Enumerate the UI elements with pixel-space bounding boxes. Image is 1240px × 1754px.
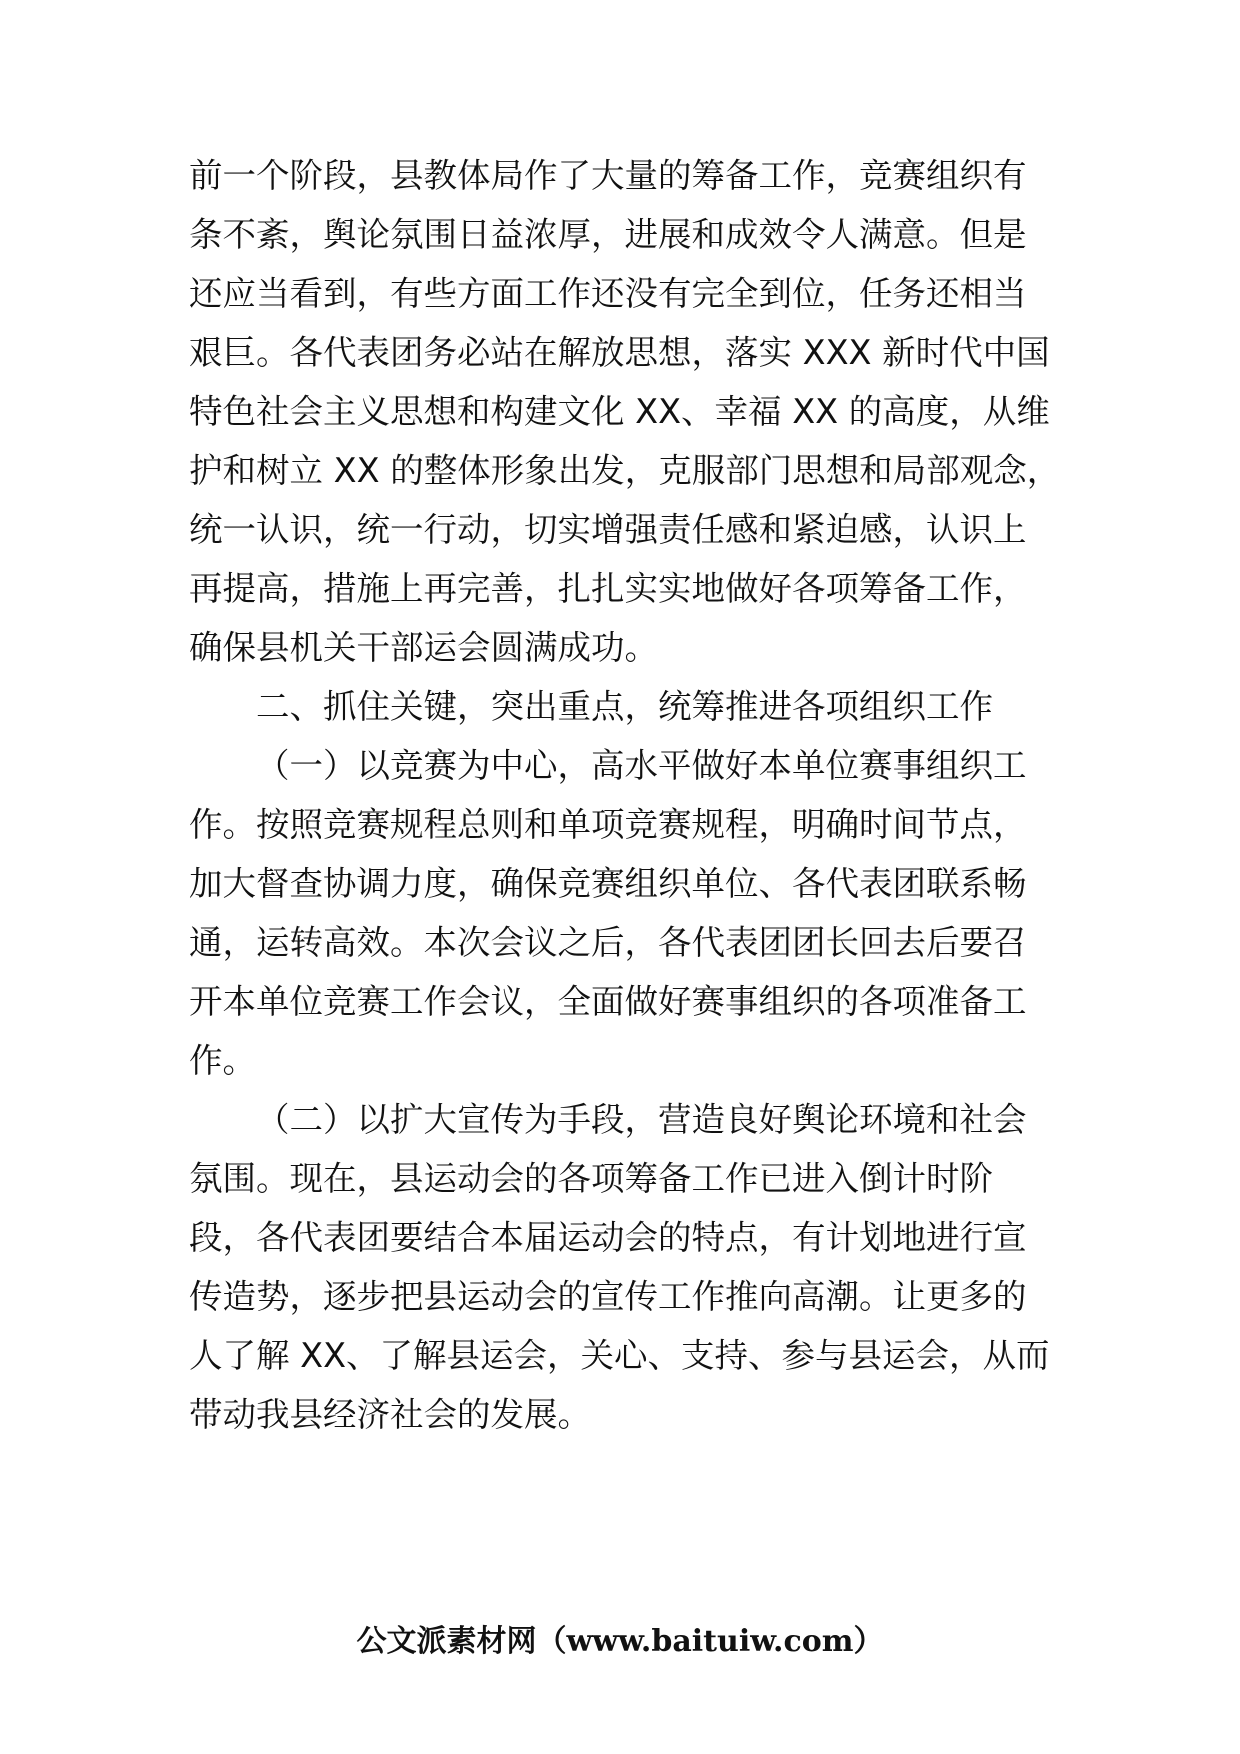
paragraph-2-line-2: 作。按照竞赛规程总则和单项竞赛规程，明确时间节点， xyxy=(189,805,1027,844)
paragraph-1-line-4: 艰巨。各代表团务必站在解放思想，落实 XXX 新时代中国 xyxy=(189,333,1050,372)
paragraph-1-line-6: 护和树立 XX 的整体形象出发，克服部门思想和局部观念， xyxy=(189,451,1061,490)
paragraph-3-line-3: 段，各代表团要结合本届运动会的特点，有计划地进行宣 xyxy=(189,1218,1027,1257)
paragraph-2-line-6: 作。 xyxy=(189,1041,256,1080)
footer-source: 公文派素材网（www.baituiw.com） xyxy=(356,1624,884,1659)
paragraph-2-line-1: （一）以竞赛为中心，高水平做好本单位赛事组织工 xyxy=(256,746,1027,785)
paragraph-1-line-8: 再提高，措施上再完善，扎扎实实地做好各项筹备工作， xyxy=(189,569,1027,608)
paragraph-3-line-4: 传造势，逐步把县运动会的宣传工作推向高潮。让更多的 xyxy=(189,1277,1027,1316)
paragraph-3-line-5: 人了解 XX、了解县运会，关心、支持、参与县运会，从而 xyxy=(189,1336,1050,1375)
paragraph-2-line-3: 加大督查协调力度，确保竞赛组织单位、各代表团联系畅 xyxy=(189,864,1027,903)
paragraph-1-line-9: 确保县机关干部运会圆满成功。 xyxy=(189,628,658,667)
paragraph-1-line-1: 前一个阶段，县教体局作了大量的筹备工作，竞赛组织有 xyxy=(189,156,1027,195)
paragraph-2-line-5: 开本单位竞赛工作会议，全面做好赛事组织的各项准备工 xyxy=(189,982,1027,1021)
paragraph-1-line-3: 还应当看到，有些方面工作还没有完全到位，任务还相当 xyxy=(189,274,1027,313)
paragraph-3-line-2: 氛围。现在，县运动会的各项筹备工作已进入倒计时阶 xyxy=(189,1159,993,1198)
paragraph-3-line-6: 带动我县经济社会的发展。 xyxy=(189,1395,591,1434)
paragraph-1-line-5: 特色社会主义思想和构建文化 XX、幸福 XX 的高度，从维 xyxy=(189,392,1050,431)
paragraph-3-line-1: （二）以扩大宣传为手段，营造良好舆论环境和社会 xyxy=(256,1100,1027,1139)
paragraph-1-line-2: 条不紊，舆论氛围日益浓厚，进展和成效令人满意。但是 xyxy=(189,215,1027,254)
paragraph-2-line-4: 通，运转高效。本次会议之后，各代表团团长回去后要召 xyxy=(189,923,1027,962)
paragraph-1-line-7: 统一认识，统一行动，切实增强责任感和紧迫感，认识上 xyxy=(189,510,1027,549)
section-heading-2: 二、抓住关键，突出重点，统筹推进各项组织工作 xyxy=(256,687,993,726)
